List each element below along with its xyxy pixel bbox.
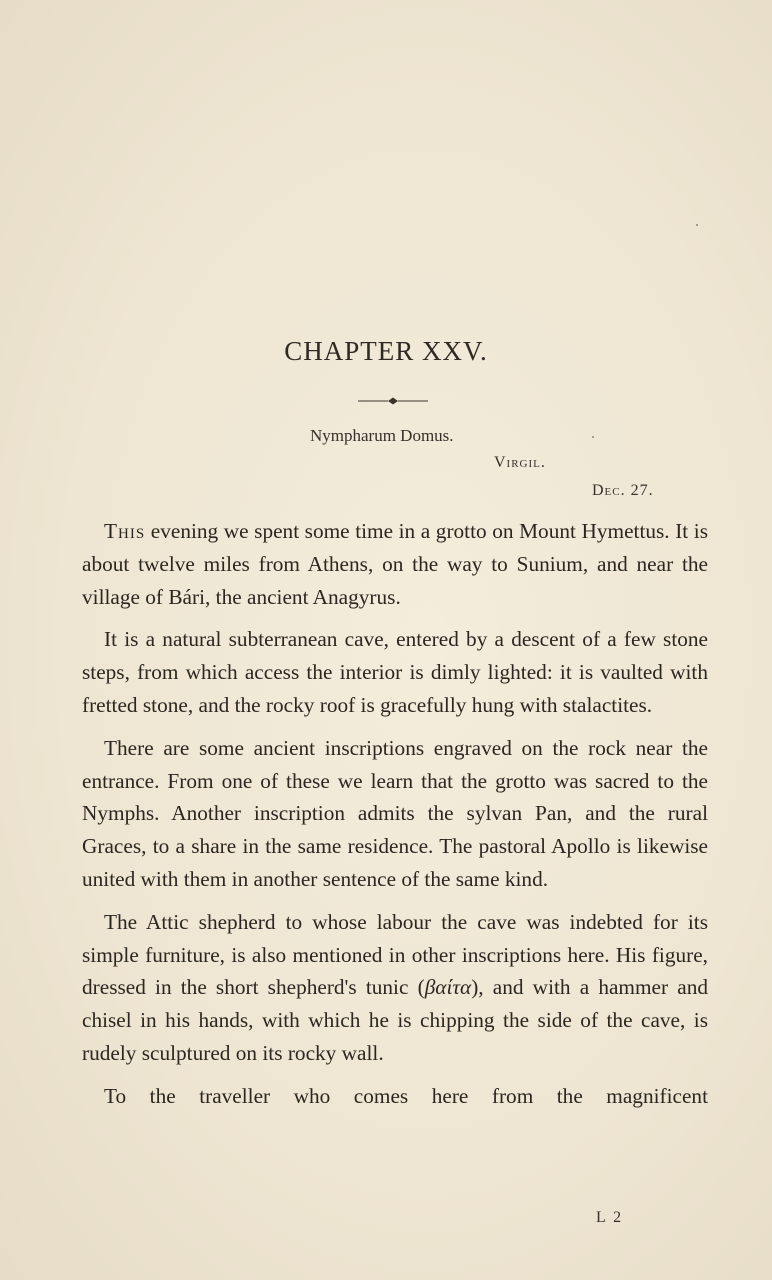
divider-ornament-icon bbox=[358, 396, 428, 406]
epigraph-attribution: Virgil. bbox=[494, 454, 546, 471]
paragraph bbox=[82, 906, 708, 1070]
paragraph-text: ), and with a hammer and chisel in his hands, with which he is chipping the side of the cave, is rudely sculptured on its rocky wall. bbox=[82, 975, 708, 1065]
paragraph: To the traveller who comes here from the magnificent bbox=[104, 1083, 708, 1108]
paragraph-text: The Attic shepherd to whose labour the cave was indebted for its simple furniture, is also mentioned in other inscriptions here. His figure, dressed in the short shepherd's tunic ( bbox=[82, 909, 708, 1000]
paper-speck bbox=[592, 436, 594, 438]
paragraph: There are some ancient inscriptions engraved on the rock near the entrance. From one of these we learn that the grotto was sacred to the Nymphs. Another inscription admits the sylvan Pan, and the rural Graces, to a share in the same residence. The pastoral Apollo is likewise united with them in another sentence of the same kind. bbox=[82, 735, 708, 891]
greek-word: βαίτα bbox=[424, 975, 472, 1000]
chapter-title: CHAPTER XXV. bbox=[284, 336, 488, 366]
paper-speck bbox=[696, 224, 698, 226]
paragraph-text: evening we spent some time in a grotto on Mount Hymettus. It is about twelve miles from Athens, on the way to Sunium, and near the village of Bári, the ancient Anagyrus. bbox=[82, 519, 708, 609]
paragraph-lead-word: This bbox=[104, 519, 146, 543]
body-text bbox=[82, 515, 708, 1113]
entry-date: Dec. 27. bbox=[592, 482, 654, 499]
epigraph-quote: Nympharum Domus. bbox=[310, 426, 454, 445]
signature-mark: L 2 bbox=[596, 1209, 624, 1226]
paragraph bbox=[82, 515, 708, 613]
paragraph: It is a natural subterranean cave, entered by a descent of a few stone steps, from which access the interior is dimly lighted: it is vaulted with fretted stone, and the rocky roof is gracefully hung with stalactites. bbox=[82, 627, 708, 717]
